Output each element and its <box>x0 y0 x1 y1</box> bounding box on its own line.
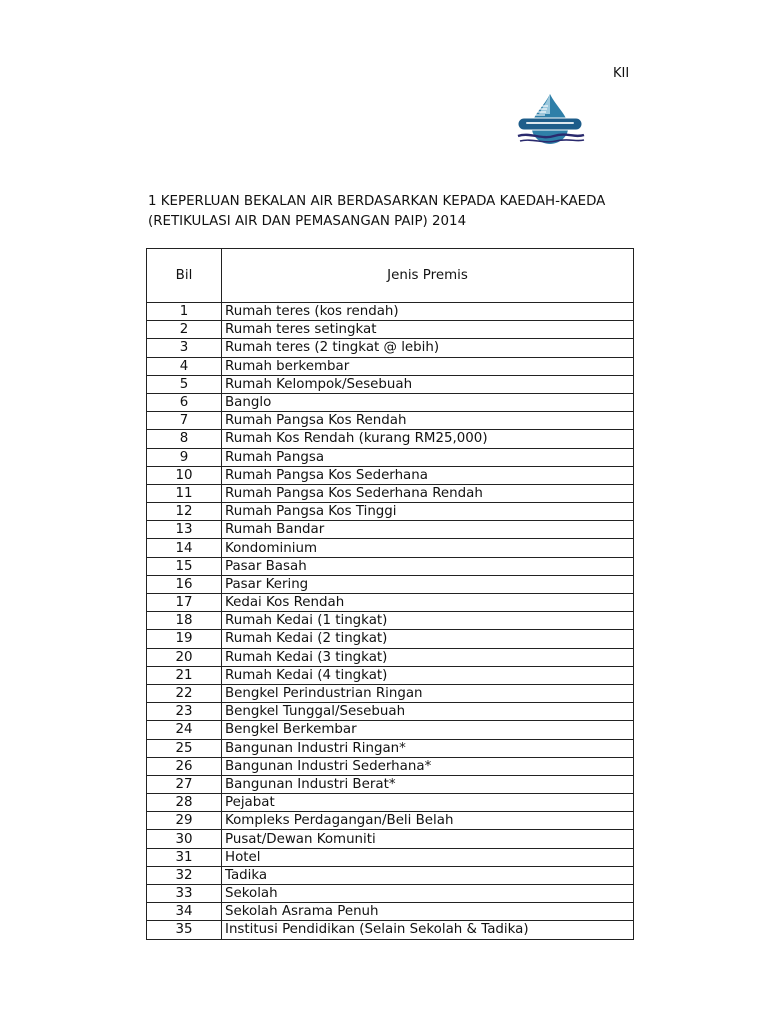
table-row <box>147 812 634 830</box>
cell-jenis-premis: Hotel <box>222 848 634 866</box>
cell-bil: 20 <box>147 648 222 666</box>
table-row <box>147 521 634 539</box>
cell-bil: 10 <box>147 466 222 484</box>
cell-jenis-premis: Rumah Pangsa <box>222 448 634 466</box>
column-header-bil: Bil <box>147 249 222 303</box>
cell-bil: 9 <box>147 448 222 466</box>
cell-bil: 31 <box>147 848 222 866</box>
cell-jenis-premis: Rumah Kelompok/Sesebuah <box>222 375 634 393</box>
table-row <box>147 375 634 393</box>
cell-jenis-premis: Bangunan Industri Sederhana* <box>222 757 634 775</box>
table-row <box>147 466 634 484</box>
cell-bil: 13 <box>147 521 222 539</box>
table-row <box>147 448 634 466</box>
cell-jenis-premis: Pusat/Dewan Komuniti <box>222 830 634 848</box>
cell-jenis-premis: Tadika <box>222 866 634 884</box>
cell-bil: 23 <box>147 703 222 721</box>
cell-jenis-premis: Sekolah <box>222 885 634 903</box>
cell-jenis-premis: Institusi Pendidikan (Selain Sekolah & Tadika) <box>222 921 634 939</box>
cell-bil: 1 <box>147 303 222 321</box>
cell-jenis-premis: Pasar Kering <box>222 575 634 593</box>
table-row <box>147 739 634 757</box>
cell-bil: 6 <box>147 393 222 411</box>
table-row <box>147 648 634 666</box>
table-row <box>147 848 634 866</box>
cell-jenis-premis: Kedai Kos Rendah <box>222 594 634 612</box>
table-row <box>147 612 634 630</box>
table-row <box>147 594 634 612</box>
table-row <box>147 484 634 502</box>
water-drop-logo-icon <box>514 92 586 146</box>
document-title <box>148 192 605 232</box>
table-row <box>147 775 634 793</box>
cell-jenis-premis: Rumah Bandar <box>222 521 634 539</box>
cell-bil: 3 <box>147 339 222 357</box>
cell-jenis-premis: Rumah teres (kos rendah) <box>222 303 634 321</box>
cell-bil: 11 <box>147 484 222 502</box>
cell-jenis-premis: Pejabat <box>222 794 634 812</box>
table-header-row <box>147 249 634 303</box>
cell-bil: 25 <box>147 739 222 757</box>
table-row <box>147 721 634 739</box>
table-row <box>147 630 634 648</box>
cell-jenis-premis: Kondominium <box>222 539 634 557</box>
table-row <box>147 757 634 775</box>
cell-bil: 16 <box>147 575 222 593</box>
cell-jenis-premis: Rumah Kedai (3 tingkat) <box>222 648 634 666</box>
cell-jenis-premis: Rumah Kedai (1 tingkat) <box>222 612 634 630</box>
table-row <box>147 866 634 884</box>
table-row <box>147 703 634 721</box>
cell-bil: 2 <box>147 321 222 339</box>
table-row <box>147 303 634 321</box>
table-row <box>147 412 634 430</box>
cell-jenis-premis: Rumah Kedai (2 tingkat) <box>222 630 634 648</box>
cell-bil: 22 <box>147 684 222 702</box>
cell-jenis-premis: Bangunan Industri Ringan* <box>222 739 634 757</box>
cell-jenis-premis: Rumah teres setingkat <box>222 321 634 339</box>
cell-jenis-premis: Bengkel Perindustrian Ringan <box>222 684 634 702</box>
table-row <box>147 903 634 921</box>
table-row <box>147 357 634 375</box>
table-row <box>147 684 634 702</box>
table-row <box>147 921 634 939</box>
cell-jenis-premis: Banglo <box>222 393 634 411</box>
cell-bil: 14 <box>147 539 222 557</box>
cell-bil: 17 <box>147 594 222 612</box>
cell-bil: 8 <box>147 430 222 448</box>
table-row <box>147 575 634 593</box>
cell-bil: 29 <box>147 812 222 830</box>
cell-bil: 7 <box>147 412 222 430</box>
cell-bil: 33 <box>147 885 222 903</box>
table-row <box>147 885 634 903</box>
cell-bil: 30 <box>147 830 222 848</box>
cell-bil: 35 <box>147 921 222 939</box>
cell-jenis-premis: Rumah Kos Rendah (kurang RM25,000) <box>222 430 634 448</box>
cell-bil: 5 <box>147 375 222 393</box>
cell-jenis-premis: Bengkel Berkembar <box>222 721 634 739</box>
page-reference-label: KII <box>613 66 630 81</box>
table-row <box>147 557 634 575</box>
table-row <box>147 393 634 411</box>
cell-bil: 15 <box>147 557 222 575</box>
table-row <box>147 339 634 357</box>
cell-bil: 18 <box>147 612 222 630</box>
cell-bil: 28 <box>147 794 222 812</box>
table-row <box>147 503 634 521</box>
cell-bil: 12 <box>147 503 222 521</box>
column-header-jenis-premis: Jenis Premis <box>222 249 634 303</box>
title-line-2: (RETIKULASI AIR DAN PEMASANGAN PAIP) 2014 <box>148 214 467 229</box>
cell-jenis-premis: Kompleks Perdagangan/Beli Belah <box>222 812 634 830</box>
cell-bil: 27 <box>147 775 222 793</box>
cell-bil: 24 <box>147 721 222 739</box>
cell-bil: 21 <box>147 666 222 684</box>
cell-bil: 32 <box>147 866 222 884</box>
cell-jenis-premis: Sekolah Asrama Penuh <box>222 903 634 921</box>
premises-table <box>146 248 634 940</box>
table-row <box>147 539 634 557</box>
table-row <box>147 321 634 339</box>
table-row <box>147 794 634 812</box>
cell-jenis-premis: Bangunan Industri Berat* <box>222 775 634 793</box>
cell-jenis-premis: Rumah berkembar <box>222 357 634 375</box>
cell-bil: 4 <box>147 357 222 375</box>
title-line-1: 1 KEPERLUAN BEKALAN AIR BERDASARKAN KEPADA KAEDAH-KAEDA <box>148 194 606 209</box>
table-row <box>147 430 634 448</box>
cell-jenis-premis: Rumah Pangsa Kos Sederhana Rendah <box>222 484 634 502</box>
cell-jenis-premis: Rumah Pangsa Kos Rendah <box>222 412 634 430</box>
cell-bil: 34 <box>147 903 222 921</box>
cell-bil: 19 <box>147 630 222 648</box>
cell-bil: 26 <box>147 757 222 775</box>
cell-jenis-premis: Rumah teres (2 tingkat @ lebih) <box>222 339 634 357</box>
cell-jenis-premis: Pasar Basah <box>222 557 634 575</box>
cell-jenis-premis: Rumah Pangsa Kos Sederhana <box>222 466 634 484</box>
cell-jenis-premis: Bengkel Tunggal/Sesebuah <box>222 703 634 721</box>
table-row <box>147 666 634 684</box>
table-row <box>147 830 634 848</box>
cell-jenis-premis: Rumah Kedai (4 tingkat) <box>222 666 634 684</box>
cell-jenis-premis: Rumah Pangsa Kos Tinggi <box>222 503 634 521</box>
